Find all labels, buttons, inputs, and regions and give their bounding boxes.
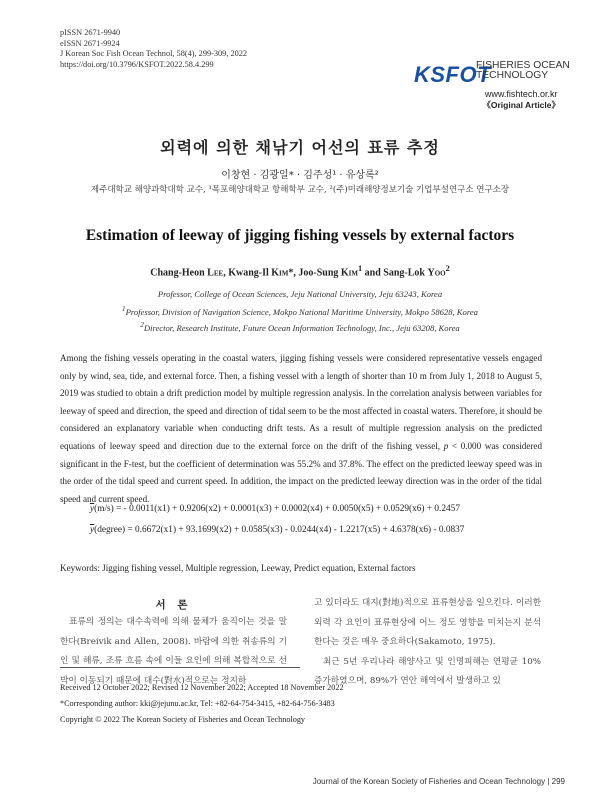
aff-3-text: Director, Research Institute, Future Ocean Information Technology, Inc., Jeju 63208, Korea [143,322,460,333]
author-4-last: Yoo [427,267,446,279]
article-type: 《Original Article》 [482,100,560,110]
abstract-part-2: < 0.000 was considered significant in the F-test, but the coefficient of determination was 55.2% and 37.8%. The effect on the predicted leeway speed was in the order of the tidal speed and current speed. In addition, the impact on the predicted leeway direction was in the order of the tidal speed and current speed. [60,440,542,504]
author-1-last: Lee [207,267,224,279]
right-column-paragraph-2: 최근 5년 우리나라 해양사고 및 인명피해는 연평균 10% 증가하였으며, 89%가 연안 해역에서 발생하고 있 [314,656,541,686]
footnote-divider [60,667,300,668]
corresponding-author: *Corresponding author: kki@jejunu.ac.kr, Tel: +82-64-754-3415, +82-64-756-3483 [60,699,335,708]
english-authors [0,264,600,278]
english-affiliation-2 [0,305,600,317]
eissn: eISSN 2671-9924 [60,38,120,48]
author-sep-3: and [362,267,384,279]
aff-2-text: Professor, Division of Navigation Science, Mokpo National Maritime University, Mokpo 58628, Korea [125,306,478,317]
logo-mark: KSFOT [414,62,492,87]
abstract [60,350,542,508]
author-2-sup: * [288,267,294,279]
korean-authors: 이창현 · 김광일* · 김주성¹ · 유상록² [221,170,379,181]
korean-affiliations: 제주대학교 해양과학대학 교수, ¹목포해양대학교 항해학부 교수, ²(주)미래해양정보기술 기업부설연구소 연구소장 [90,185,510,195]
author-2-first: Kwang-Il [228,267,272,279]
journal-website-block [482,89,560,111]
received-dates: Received 12 October 2022; Revised 12 November 2022; Accepted 18 November 2022 [60,683,344,692]
page-footer: Journal of the Korean Society of Fisheries and Ocean Technology | 299 [312,777,565,786]
author-sep-2: , [293,267,299,279]
author-sep-1: , [223,267,229,279]
logo-line-2: TECHNOLOGY [476,70,549,81]
abstract-part-1: Among the fishing vessels operating in the coastal waters, jigging fishing vessels were considered representative vessels engaged only by wind, sea, tide, and external force. Then, a fishing vessel with a length of shorter than 10 m from July 1, 2018 to August 5, 2019 was studied to obtain a drift prediction model by multiple regression analysis. In the correlation analysis between variables for leeway of speed and direction, the speed and direction of tidal seem to be the most affected in coastal waters. Therefore, it should be considered an explanatory variable when conducting drift tests. As a result of multiple regression analysis on the predicted equations of leeway speed and direction due to the external force on the drift of the fishing vessel, [60,353,542,451]
pissn: pISSN 2671-9940 [60,28,121,37]
aff-2-sup: 1 [122,305,126,313]
equation-direction [90,525,464,535]
website-link[interactable]: www.fishtech.or.kr [484,89,558,99]
keywords: Keywords: Jigging fishing vessel, Multiple regression, Leeway, Predict equation, External factors [60,563,416,573]
author-4-sup: 2 [445,264,450,273]
author-2-last: Kim [271,267,289,279]
korean-title: 외력에 의한 채낚기 어선의 표류 추정 [160,138,440,157]
author-3-sup: 1 [357,264,363,273]
logo-text [476,61,570,81]
eq2-body: (degree) = 0.6672(x1) + 93.1699(x2) + 0.0585(x3) - 0.0244(x4) - 1.2217(x5) + 4.6378(x6) - 0.0837 [94,525,465,535]
right-column-paragraph-1: 고 있더라도 대지(對地)적으로 표류현상을 일으킨다. 이러한 외력 각 요인이 표류현상에 어느 정도 영향을 미치는지 분석한다는 것은 매우 중요하다(Sakamoto, 1975). [314,598,541,647]
citation: J Korean Soc Fish Ocean Technol, 58(4), 299-309, 2022 [60,49,248,58]
aff-3-sup: 2 [140,321,144,329]
doi-link[interactable]: https://doi.org/10.3796/KSFOT.2022.58.4.299 [60,59,214,69]
eq1-variable: $\overline{y}$ [90,504,95,514]
logo-line-1: FISHERIES OCEAN [476,60,570,71]
eq1-body: (m/s) = - 0.0011(x1) + 0.9206(x2) + 0.0001(x3) + 0.0002(x4) + 0.0050(x5) + 0.0529(x6) + 0.2457 [94,504,460,514]
author-1-first: Chang-Heon [150,267,208,279]
p-symbol: p [443,440,449,451]
author-4-first: Sang-Lok [383,267,428,279]
journal-metadata [60,28,247,70]
english-affiliation-1: Professor, College of Ocean Sciences, Jeju National University, Jeju 63243, Korea [157,289,443,299]
eq2-variable: $\overline{y}$ [90,525,95,535]
journal-logo [414,56,570,87]
author-3-first: Joo-Sung [298,267,341,279]
left-column-text: 표류의 정의는 대수속력에 의해 물체가 움직이는 것을 말한다(Breivik and Allen, 2008). 바람에 의한 취송류의 기인 및 해류, 조류 흐름 속에 이들 요인에 의해 복합적으로 선박이 이동되기 때문에 대수(對水)적으로는 정지하 [60,617,287,686]
equation-speed [90,504,460,514]
english-title: Estimation of leeway of jigging fishing vessels by external factors [85,227,515,244]
copyright: Copyright © 2022 The Korean Society of Fisheries and Ocean Technology [60,715,306,724]
section-heading-introduction: 서 론 [155,599,192,611]
author-3-last: Kim [340,267,358,279]
right-column-text [314,594,541,692]
english-affiliation-3 [0,321,600,333]
